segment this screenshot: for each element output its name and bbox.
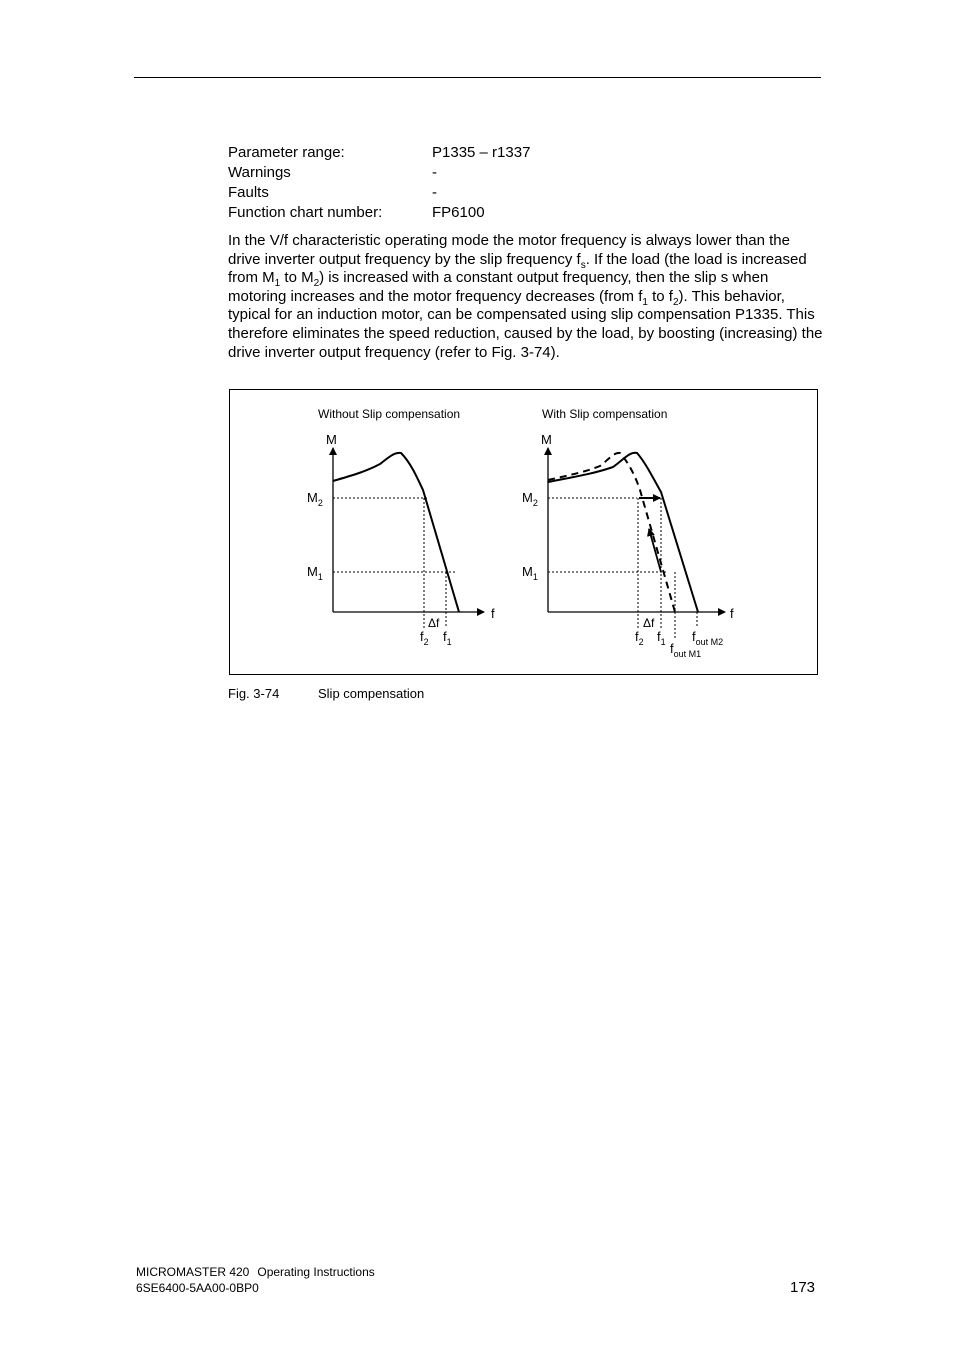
right-diagram — [522, 407, 734, 659]
right-delta-f-label: Δf — [643, 616, 655, 630]
left-diagram — [307, 407, 495, 647]
right-f1-label: $f_1$ — [657, 629, 666, 647]
subscript: s — [580, 259, 586, 271]
figure-slip-compensation — [229, 389, 818, 675]
param-row — [228, 163, 530, 183]
right-original-curve-dashed — [548, 453, 675, 612]
param-row — [228, 143, 530, 163]
right-title: With Slip compensation — [542, 407, 668, 421]
body-text-segment: to f — [647, 287, 673, 305]
body-text-segment: ). This behavior, typical for an induction motor, can be compensated using slip compensation P1335. This therefore eliminates the speed reduction, caused by the load, by boosting (increasing) the drive inverter output frequency (refer to Fig. 3-74). — [228, 287, 823, 361]
left-f1-label: $f_1$ — [443, 629, 452, 647]
param-label: Parameter range: — [228, 144, 345, 161]
param-value: - — [432, 164, 437, 181]
right-f2-label: $f_2$ — [635, 629, 644, 647]
body-text-segment: to M — [280, 269, 314, 287]
footer-order-number: 6SE6400-5AA00-0BP0 — [136, 1281, 259, 1295]
left-m2-label: $M_2$ — [307, 490, 323, 508]
left-y-axis-label: M — [326, 432, 337, 447]
param-row — [228, 183, 530, 203]
subscript: 2 — [672, 296, 679, 308]
left-torque-curve — [333, 453, 459, 612]
right-shift-arrow — [649, 529, 661, 572]
header-rule — [134, 77, 821, 78]
right-x-axis-label: f — [730, 606, 734, 621]
footer-document-info — [136, 1264, 375, 1296]
left-m1-label: $M_1$ — [307, 564, 323, 582]
right-m2-label: $M_2$ — [522, 490, 538, 508]
caption-number: Fig. 3-74 — [228, 686, 280, 701]
param-value: FP6100 — [432, 204, 485, 221]
parameter-table — [228, 143, 530, 223]
subscript: 1 — [642, 296, 648, 308]
body-text-segment: . If the load (the load is increased from M — [228, 250, 807, 287]
figure-caption — [228, 686, 424, 701]
right-y-axis-label: M — [541, 432, 552, 447]
param-value: - — [432, 184, 437, 201]
param-label: Warnings — [228, 164, 291, 181]
figure-diagram — [230, 390, 819, 676]
param-label: Faults — [228, 184, 269, 201]
right-fout-m1-label: $f_{out M1}$ — [670, 641, 702, 659]
param-row — [228, 203, 530, 223]
caption-title: Slip compensation — [318, 686, 425, 701]
left-f2-label: $f_2$ — [420, 629, 429, 647]
body-paragraph — [228, 232, 823, 362]
left-delta-f-label: Δf — [428, 616, 440, 630]
body-text-segment: ) is increased with a constant output frequency, then the slip s when motoring increases and the motor frequency decreases (from f — [228, 269, 769, 305]
param-value: P1335 – r1337 — [432, 144, 531, 161]
page-number: 173 — [790, 1279, 816, 1296]
left-title: Without Slip compensation — [318, 407, 461, 421]
footer-product: MICROMASTER 420 — [136, 1265, 250, 1279]
footer-line-1 — [136, 1264, 375, 1280]
subscript: 2 — [313, 278, 320, 290]
left-x-axis-label: f — [491, 606, 495, 621]
footer-doc-type: Operating Instructions — [257, 1265, 375, 1279]
subscript: 1 — [274, 278, 281, 290]
right-m1-label: $M_1$ — [522, 564, 538, 582]
body-text-segment: In the V/f characteristic operating mode the motor frequency is always lower than the drive inverter output frequency by the slip frequency f — [228, 232, 790, 268]
right-fout-m2-label: $f_{out M2}$ — [692, 629, 724, 647]
param-label: Function chart number: — [228, 204, 383, 221]
